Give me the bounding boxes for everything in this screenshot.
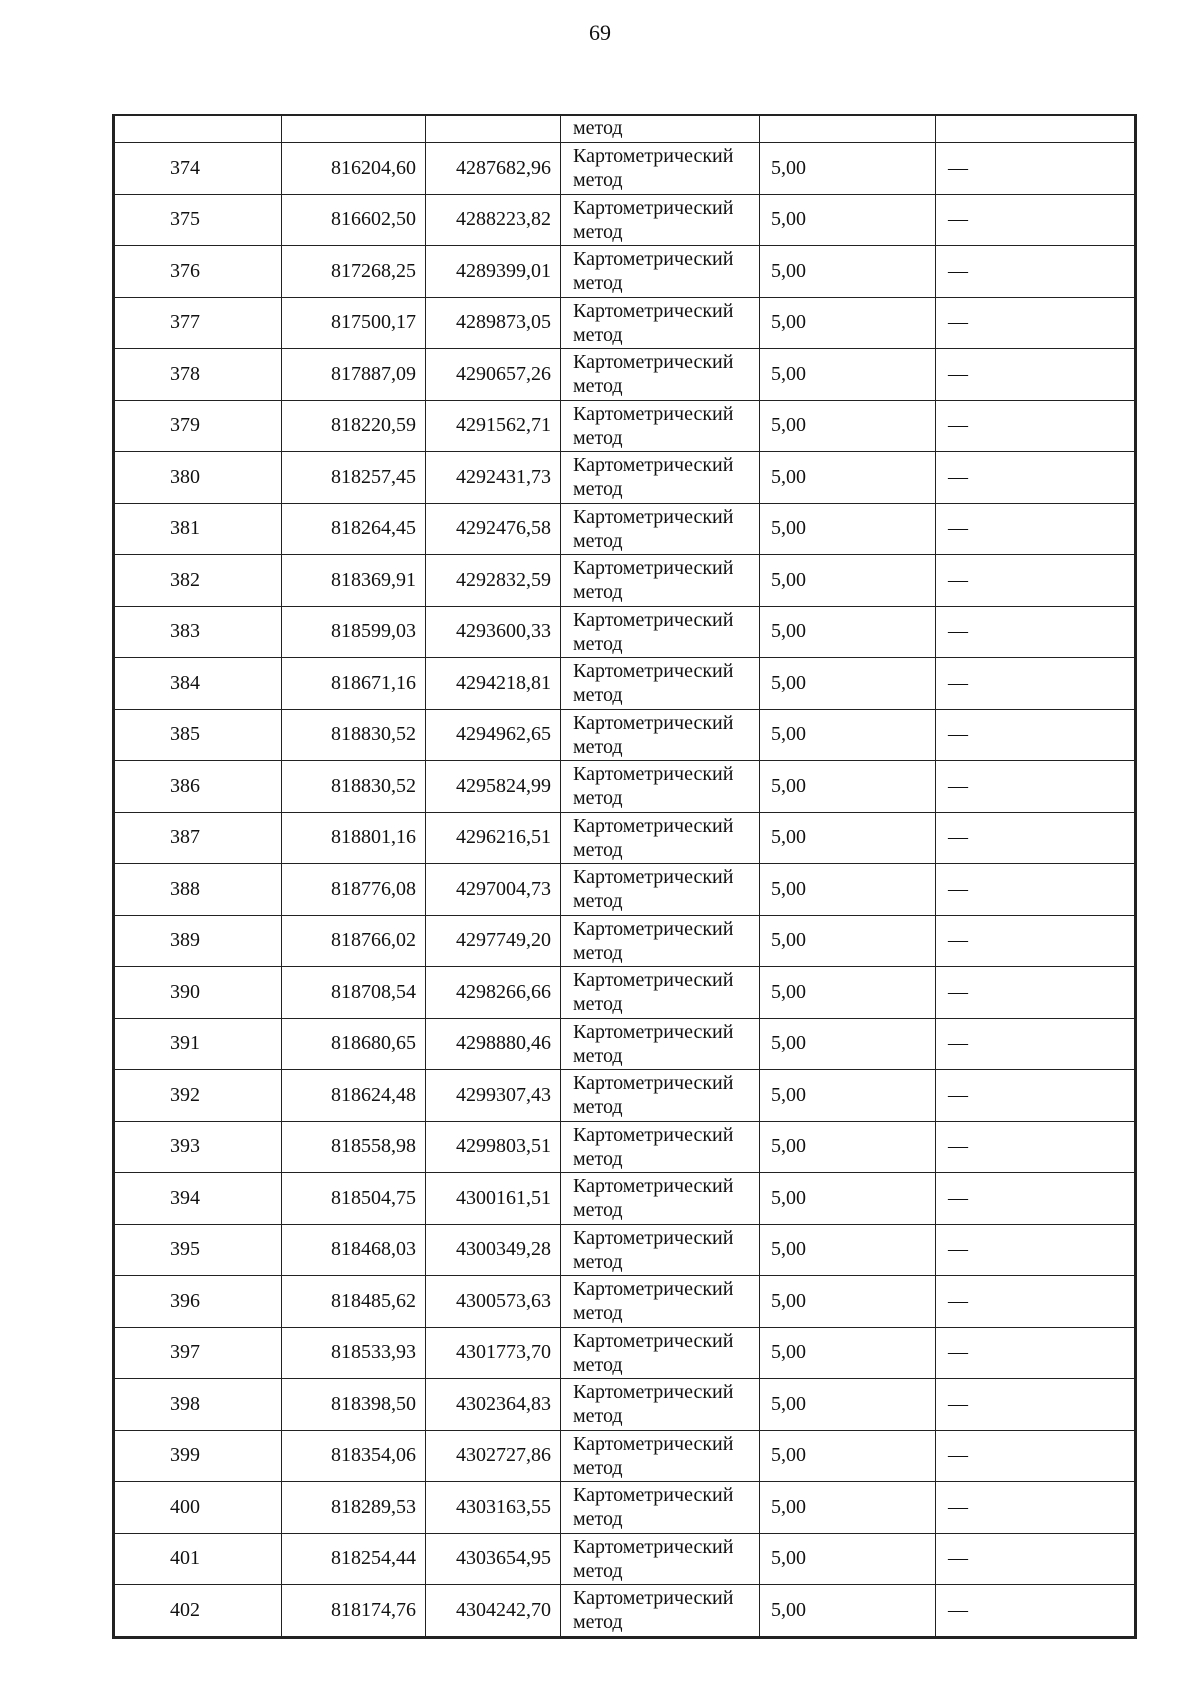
y-coordinate-cell: 4301773,70	[426, 1327, 561, 1379]
method-line-2: метод	[573, 1302, 623, 1325]
point-number-cell: 384	[114, 658, 282, 710]
table-row	[114, 349, 1136, 401]
description-cell: —	[936, 452, 1136, 504]
table-row	[114, 1018, 1136, 1070]
method-line-1: Картометрический	[573, 608, 734, 631]
point-number-cell: 401	[114, 1533, 282, 1585]
precision-cell: 5,00	[760, 915, 936, 967]
y-coordinate-cell: 4292431,73	[426, 452, 561, 504]
method-cell	[561, 349, 760, 401]
point-number-cell: 392	[114, 1070, 282, 1122]
table-row	[114, 1070, 1136, 1122]
table-row	[114, 194, 1136, 246]
precision-cell: 5,00	[760, 349, 936, 401]
table-row	[114, 143, 1136, 195]
point-number-cell: 399	[114, 1430, 282, 1482]
method-line-2: метод	[573, 1405, 623, 1428]
method-line-2: метод	[573, 426, 623, 449]
precision-cell: 5,00	[760, 400, 936, 452]
method-line-2: метод	[573, 1559, 623, 1582]
method-line-2: метод	[573, 632, 623, 655]
x-coordinate-cell: 818485,62	[282, 1276, 426, 1328]
table-row	[114, 658, 1136, 710]
x-coordinate-cell: 818708,54	[282, 967, 426, 1019]
table-row	[114, 812, 1136, 864]
method-line-1: Картометрический	[573, 1484, 734, 1507]
x-coordinate-cell: 818624,48	[282, 1070, 426, 1122]
method-line-2: метод	[573, 1044, 623, 1067]
point-number-cell: 395	[114, 1224, 282, 1276]
description-cell: —	[936, 194, 1136, 246]
point-number-cell: 382	[114, 555, 282, 607]
x-coordinate-cell: 818174,76	[282, 1585, 426, 1638]
y-coordinate-cell: 4300161,51	[426, 1173, 561, 1225]
method-line-1: Картометрический	[573, 505, 734, 528]
x-coordinate-cell: 818533,93	[282, 1327, 426, 1379]
y-coordinate-cell: 4297749,20	[426, 915, 561, 967]
point-number-cell: 387	[114, 812, 282, 864]
method-line-2: метод	[573, 529, 623, 552]
point-number-cell: 385	[114, 709, 282, 761]
method-line-2: метод	[573, 478, 623, 501]
y-coordinate-cell: 4294962,65	[426, 709, 561, 761]
description-cell: —	[936, 967, 1136, 1019]
description-cell: —	[936, 709, 1136, 761]
method-line-1: Картометрический	[573, 145, 734, 168]
method-line-2: метод	[573, 1611, 623, 1634]
point-number-cell: 390	[114, 967, 282, 1019]
method-cell	[561, 297, 760, 349]
description-cell: —	[936, 143, 1136, 195]
method-line-1: Картометрический	[573, 866, 734, 889]
point-number-cell: 381	[114, 503, 282, 555]
precision-cell: 5,00	[760, 1430, 936, 1482]
table-row	[114, 1482, 1136, 1534]
table-row	[114, 400, 1136, 452]
method-line-1: Картометрический	[573, 1226, 734, 1249]
method-cell	[561, 400, 760, 452]
description-cell: —	[936, 658, 1136, 710]
x-coordinate-cell: 818220,59	[282, 400, 426, 452]
precision-cell: 5,00	[760, 864, 936, 916]
continuation-cell-desc	[936, 115, 1136, 143]
precision-cell: 5,00	[760, 1224, 936, 1276]
point-number-cell: 394	[114, 1173, 282, 1225]
table-row	[114, 1430, 1136, 1482]
precision-cell: 5,00	[760, 1018, 936, 1070]
point-number-cell: 379	[114, 400, 282, 452]
description-cell: —	[936, 1327, 1136, 1379]
y-coordinate-cell: 4298880,46	[426, 1018, 561, 1070]
precision-cell: 5,00	[760, 1533, 936, 1585]
y-coordinate-cell: 4300573,63	[426, 1276, 561, 1328]
x-coordinate-cell: 818801,16	[282, 812, 426, 864]
method-line-2: метод	[573, 1096, 623, 1119]
precision-cell: 5,00	[760, 658, 936, 710]
method-line-2: метод	[573, 993, 623, 1016]
method-cell	[561, 1327, 760, 1379]
method-line-1: Картометрический	[573, 969, 734, 992]
precision-cell: 5,00	[760, 452, 936, 504]
continuation-row	[114, 115, 1136, 143]
description-cell: —	[936, 1070, 1136, 1122]
y-coordinate-cell: 4291562,71	[426, 400, 561, 452]
description-cell: —	[936, 1533, 1136, 1585]
method-line-2: метод	[573, 1250, 623, 1273]
method-line-2: метод	[573, 838, 623, 861]
method-cell	[561, 1018, 760, 1070]
method-cell	[561, 1430, 760, 1482]
x-coordinate-cell: 816204,60	[282, 143, 426, 195]
x-coordinate-cell: 817887,09	[282, 349, 426, 401]
precision-cell: 5,00	[760, 297, 936, 349]
method-line-1: Картометрический	[573, 1123, 734, 1146]
table-row	[114, 915, 1136, 967]
precision-cell: 5,00	[760, 606, 936, 658]
precision-cell: 5,00	[760, 1121, 936, 1173]
y-coordinate-cell: 4296216,51	[426, 812, 561, 864]
point-number-cell: 383	[114, 606, 282, 658]
method-line-1: Картометрический	[573, 196, 734, 219]
x-coordinate-cell: 818264,45	[282, 503, 426, 555]
description-cell: —	[936, 349, 1136, 401]
method-cell	[561, 658, 760, 710]
method-line-2: метод	[573, 684, 623, 707]
method-line-2: метод	[573, 890, 623, 913]
precision-cell: 5,00	[760, 1327, 936, 1379]
precision-cell: 5,00	[760, 503, 936, 555]
method-cell	[561, 1379, 760, 1431]
description-cell: —	[936, 1018, 1136, 1070]
y-coordinate-cell: 4299803,51	[426, 1121, 561, 1173]
x-coordinate-cell: 818680,65	[282, 1018, 426, 1070]
method-line-1: Картометрический	[573, 1587, 734, 1610]
description-cell: —	[936, 761, 1136, 813]
method-cell	[561, 452, 760, 504]
method-line-2: метод	[573, 272, 623, 295]
continuation-cell-precision	[760, 115, 936, 143]
precision-cell: 5,00	[760, 1379, 936, 1431]
description-cell: —	[936, 1173, 1136, 1225]
method-line-1: Картометрический	[573, 351, 734, 374]
method-line-1: Картометрический	[573, 248, 734, 271]
table-row	[114, 1379, 1136, 1431]
point-number-cell: 388	[114, 864, 282, 916]
precision-cell: 5,00	[760, 143, 936, 195]
precision-cell: 5,00	[760, 194, 936, 246]
description-cell: —	[936, 864, 1136, 916]
point-number-cell: 400	[114, 1482, 282, 1534]
coordinates-table	[112, 114, 1137, 1639]
y-coordinate-cell: 4303163,55	[426, 1482, 561, 1534]
method-cell	[561, 1585, 760, 1638]
precision-cell: 5,00	[760, 812, 936, 864]
x-coordinate-cell: 818830,52	[282, 761, 426, 813]
x-coordinate-cell: 818254,44	[282, 1533, 426, 1585]
method-cell	[561, 194, 760, 246]
description-cell: —	[936, 1482, 1136, 1534]
table-row	[114, 1224, 1136, 1276]
table-row	[114, 1327, 1136, 1379]
method-cell	[561, 1482, 760, 1534]
method-cell	[561, 812, 760, 864]
continuation-method-cell: метод	[561, 115, 760, 143]
method-line-1: Картометрический	[573, 1381, 734, 1404]
method-line-2: метод	[573, 1353, 623, 1376]
method-line-1: Картометрический	[573, 1329, 734, 1352]
continuation-cell-num	[114, 115, 282, 143]
y-coordinate-cell: 4292832,59	[426, 555, 561, 607]
y-coordinate-cell: 4289873,05	[426, 297, 561, 349]
method-line-1: Картометрический	[573, 1072, 734, 1095]
description-cell: —	[936, 503, 1136, 555]
method-line-2: метод	[573, 220, 623, 243]
x-coordinate-cell: 817500,17	[282, 297, 426, 349]
coordinates-table-body	[114, 115, 1136, 1637]
precision-cell: 5,00	[760, 1070, 936, 1122]
description-cell: —	[936, 1430, 1136, 1482]
continuation-cell-x	[282, 115, 426, 143]
method-cell	[561, 1276, 760, 1328]
table-row	[114, 1173, 1136, 1225]
method-line-2: метод	[573, 323, 623, 346]
point-number-cell: 391	[114, 1018, 282, 1070]
description-cell: —	[936, 555, 1136, 607]
table-row	[114, 246, 1136, 298]
point-number-cell: 376	[114, 246, 282, 298]
method-cell	[561, 1533, 760, 1585]
y-coordinate-cell: 4302364,83	[426, 1379, 561, 1431]
table-row	[114, 761, 1136, 813]
method-line-2: метод	[573, 1508, 623, 1531]
table-row	[114, 967, 1136, 1019]
precision-cell: 5,00	[760, 709, 936, 761]
method-line-1: Картометрический	[573, 917, 734, 940]
table-row	[114, 1276, 1136, 1328]
x-coordinate-cell: 818504,75	[282, 1173, 426, 1225]
method-line-2: метод	[573, 735, 623, 758]
precision-cell: 5,00	[760, 967, 936, 1019]
point-number-cell: 386	[114, 761, 282, 813]
precision-cell: 5,00	[760, 761, 936, 813]
x-coordinate-cell: 818671,16	[282, 658, 426, 710]
method-line-1: Картометрический	[573, 711, 734, 734]
table-row	[114, 1121, 1136, 1173]
table-row	[114, 452, 1136, 504]
point-number-cell: 397	[114, 1327, 282, 1379]
description-cell: —	[936, 1379, 1136, 1431]
description-cell: —	[936, 915, 1136, 967]
x-coordinate-cell: 818830,52	[282, 709, 426, 761]
method-line-2: метод	[573, 581, 623, 604]
y-coordinate-cell: 4297004,73	[426, 864, 561, 916]
method-line-1: Картометрический	[573, 1020, 734, 1043]
y-coordinate-cell: 4299307,43	[426, 1070, 561, 1122]
point-number-cell: 389	[114, 915, 282, 967]
method-line-2: метод	[573, 1147, 623, 1170]
description-cell: —	[936, 400, 1136, 452]
method-line-2: метод	[573, 375, 623, 398]
table-row	[114, 555, 1136, 607]
table-row	[114, 1533, 1136, 1585]
table-row	[114, 503, 1136, 555]
x-coordinate-cell: 818599,03	[282, 606, 426, 658]
method-cell	[561, 1173, 760, 1225]
y-coordinate-cell: 4289399,01	[426, 246, 561, 298]
x-coordinate-cell: 817268,25	[282, 246, 426, 298]
method-cell	[561, 246, 760, 298]
y-coordinate-cell: 4288223,82	[426, 194, 561, 246]
precision-cell: 5,00	[760, 1173, 936, 1225]
method-line-1: Картометрический	[573, 1535, 734, 1558]
method-cell	[561, 1121, 760, 1173]
method-line-2: метод	[573, 1456, 623, 1479]
description-cell: —	[936, 606, 1136, 658]
method-line-1: Картометрический	[573, 1175, 734, 1198]
method-cell	[561, 709, 760, 761]
method-line-2: метод	[573, 169, 623, 192]
method-cell	[561, 606, 760, 658]
x-coordinate-cell: 816602,50	[282, 194, 426, 246]
point-number-cell: 396	[114, 1276, 282, 1328]
x-coordinate-cell: 818369,91	[282, 555, 426, 607]
point-number-cell: 402	[114, 1585, 282, 1638]
y-coordinate-cell: 4302727,86	[426, 1430, 561, 1482]
x-coordinate-cell: 818776,08	[282, 864, 426, 916]
method-cell	[561, 864, 760, 916]
y-coordinate-cell: 4304242,70	[426, 1585, 561, 1638]
point-number-cell: 374	[114, 143, 282, 195]
x-coordinate-cell: 818289,53	[282, 1482, 426, 1534]
description-cell: —	[936, 812, 1136, 864]
method-cell	[561, 967, 760, 1019]
y-coordinate-cell: 4295824,99	[426, 761, 561, 813]
method-cell	[561, 915, 760, 967]
table-row	[114, 709, 1136, 761]
precision-cell: 5,00	[760, 1482, 936, 1534]
y-coordinate-cell: 4300349,28	[426, 1224, 561, 1276]
method-cell	[561, 1070, 760, 1122]
x-coordinate-cell: 818257,45	[282, 452, 426, 504]
point-number-cell: 393	[114, 1121, 282, 1173]
table-row	[114, 297, 1136, 349]
y-coordinate-cell: 4293600,33	[426, 606, 561, 658]
x-coordinate-cell: 818468,03	[282, 1224, 426, 1276]
point-number-cell: 378	[114, 349, 282, 401]
table-row	[114, 864, 1136, 916]
method-line-1: Картометрический	[573, 660, 734, 683]
description-cell: —	[936, 1121, 1136, 1173]
y-coordinate-cell: 4294218,81	[426, 658, 561, 710]
point-number-cell: 377	[114, 297, 282, 349]
point-number-cell: 398	[114, 1379, 282, 1431]
method-cell	[561, 503, 760, 555]
method-line-2: метод	[573, 941, 623, 964]
y-coordinate-cell: 4303654,95	[426, 1533, 561, 1585]
table-row	[114, 1585, 1136, 1638]
method-line-2: метод	[573, 1199, 623, 1222]
x-coordinate-cell: 818354,06	[282, 1430, 426, 1482]
precision-cell: 5,00	[760, 555, 936, 607]
method-line-1: Картометрический	[573, 1278, 734, 1301]
method-line-1: Картометрический	[573, 454, 734, 477]
table-row	[114, 606, 1136, 658]
method-line-1: Картометрический	[573, 1432, 734, 1455]
method-line-2: метод	[573, 787, 623, 810]
method-cell	[561, 1224, 760, 1276]
description-cell: —	[936, 1585, 1136, 1638]
description-cell: —	[936, 1276, 1136, 1328]
x-coordinate-cell: 818558,98	[282, 1121, 426, 1173]
method-line-1: Картометрический	[573, 763, 734, 786]
continuation-cell-y	[426, 115, 561, 143]
method-cell	[561, 555, 760, 607]
method-line-1: Картометрический	[573, 814, 734, 837]
description-cell: —	[936, 1224, 1136, 1276]
y-coordinate-cell: 4287682,96	[426, 143, 561, 195]
precision-cell: 5,00	[760, 246, 936, 298]
x-coordinate-cell: 818398,50	[282, 1379, 426, 1431]
method-cell	[561, 761, 760, 813]
point-number-cell: 375	[114, 194, 282, 246]
precision-cell: 5,00	[760, 1276, 936, 1328]
description-cell: —	[936, 297, 1136, 349]
y-coordinate-cell: 4292476,58	[426, 503, 561, 555]
x-coordinate-cell: 818766,02	[282, 915, 426, 967]
y-coordinate-cell: 4290657,26	[426, 349, 561, 401]
precision-cell: 5,00	[760, 1585, 936, 1638]
description-cell: —	[936, 246, 1136, 298]
page-number: 69	[589, 20, 611, 45]
method-cell	[561, 143, 760, 195]
method-line-1: Картометрический	[573, 402, 734, 425]
method-line-1: Картометрический	[573, 299, 734, 322]
point-number-cell: 380	[114, 452, 282, 504]
y-coordinate-cell: 4298266,66	[426, 967, 561, 1019]
method-line-1: Картометрический	[573, 557, 734, 580]
